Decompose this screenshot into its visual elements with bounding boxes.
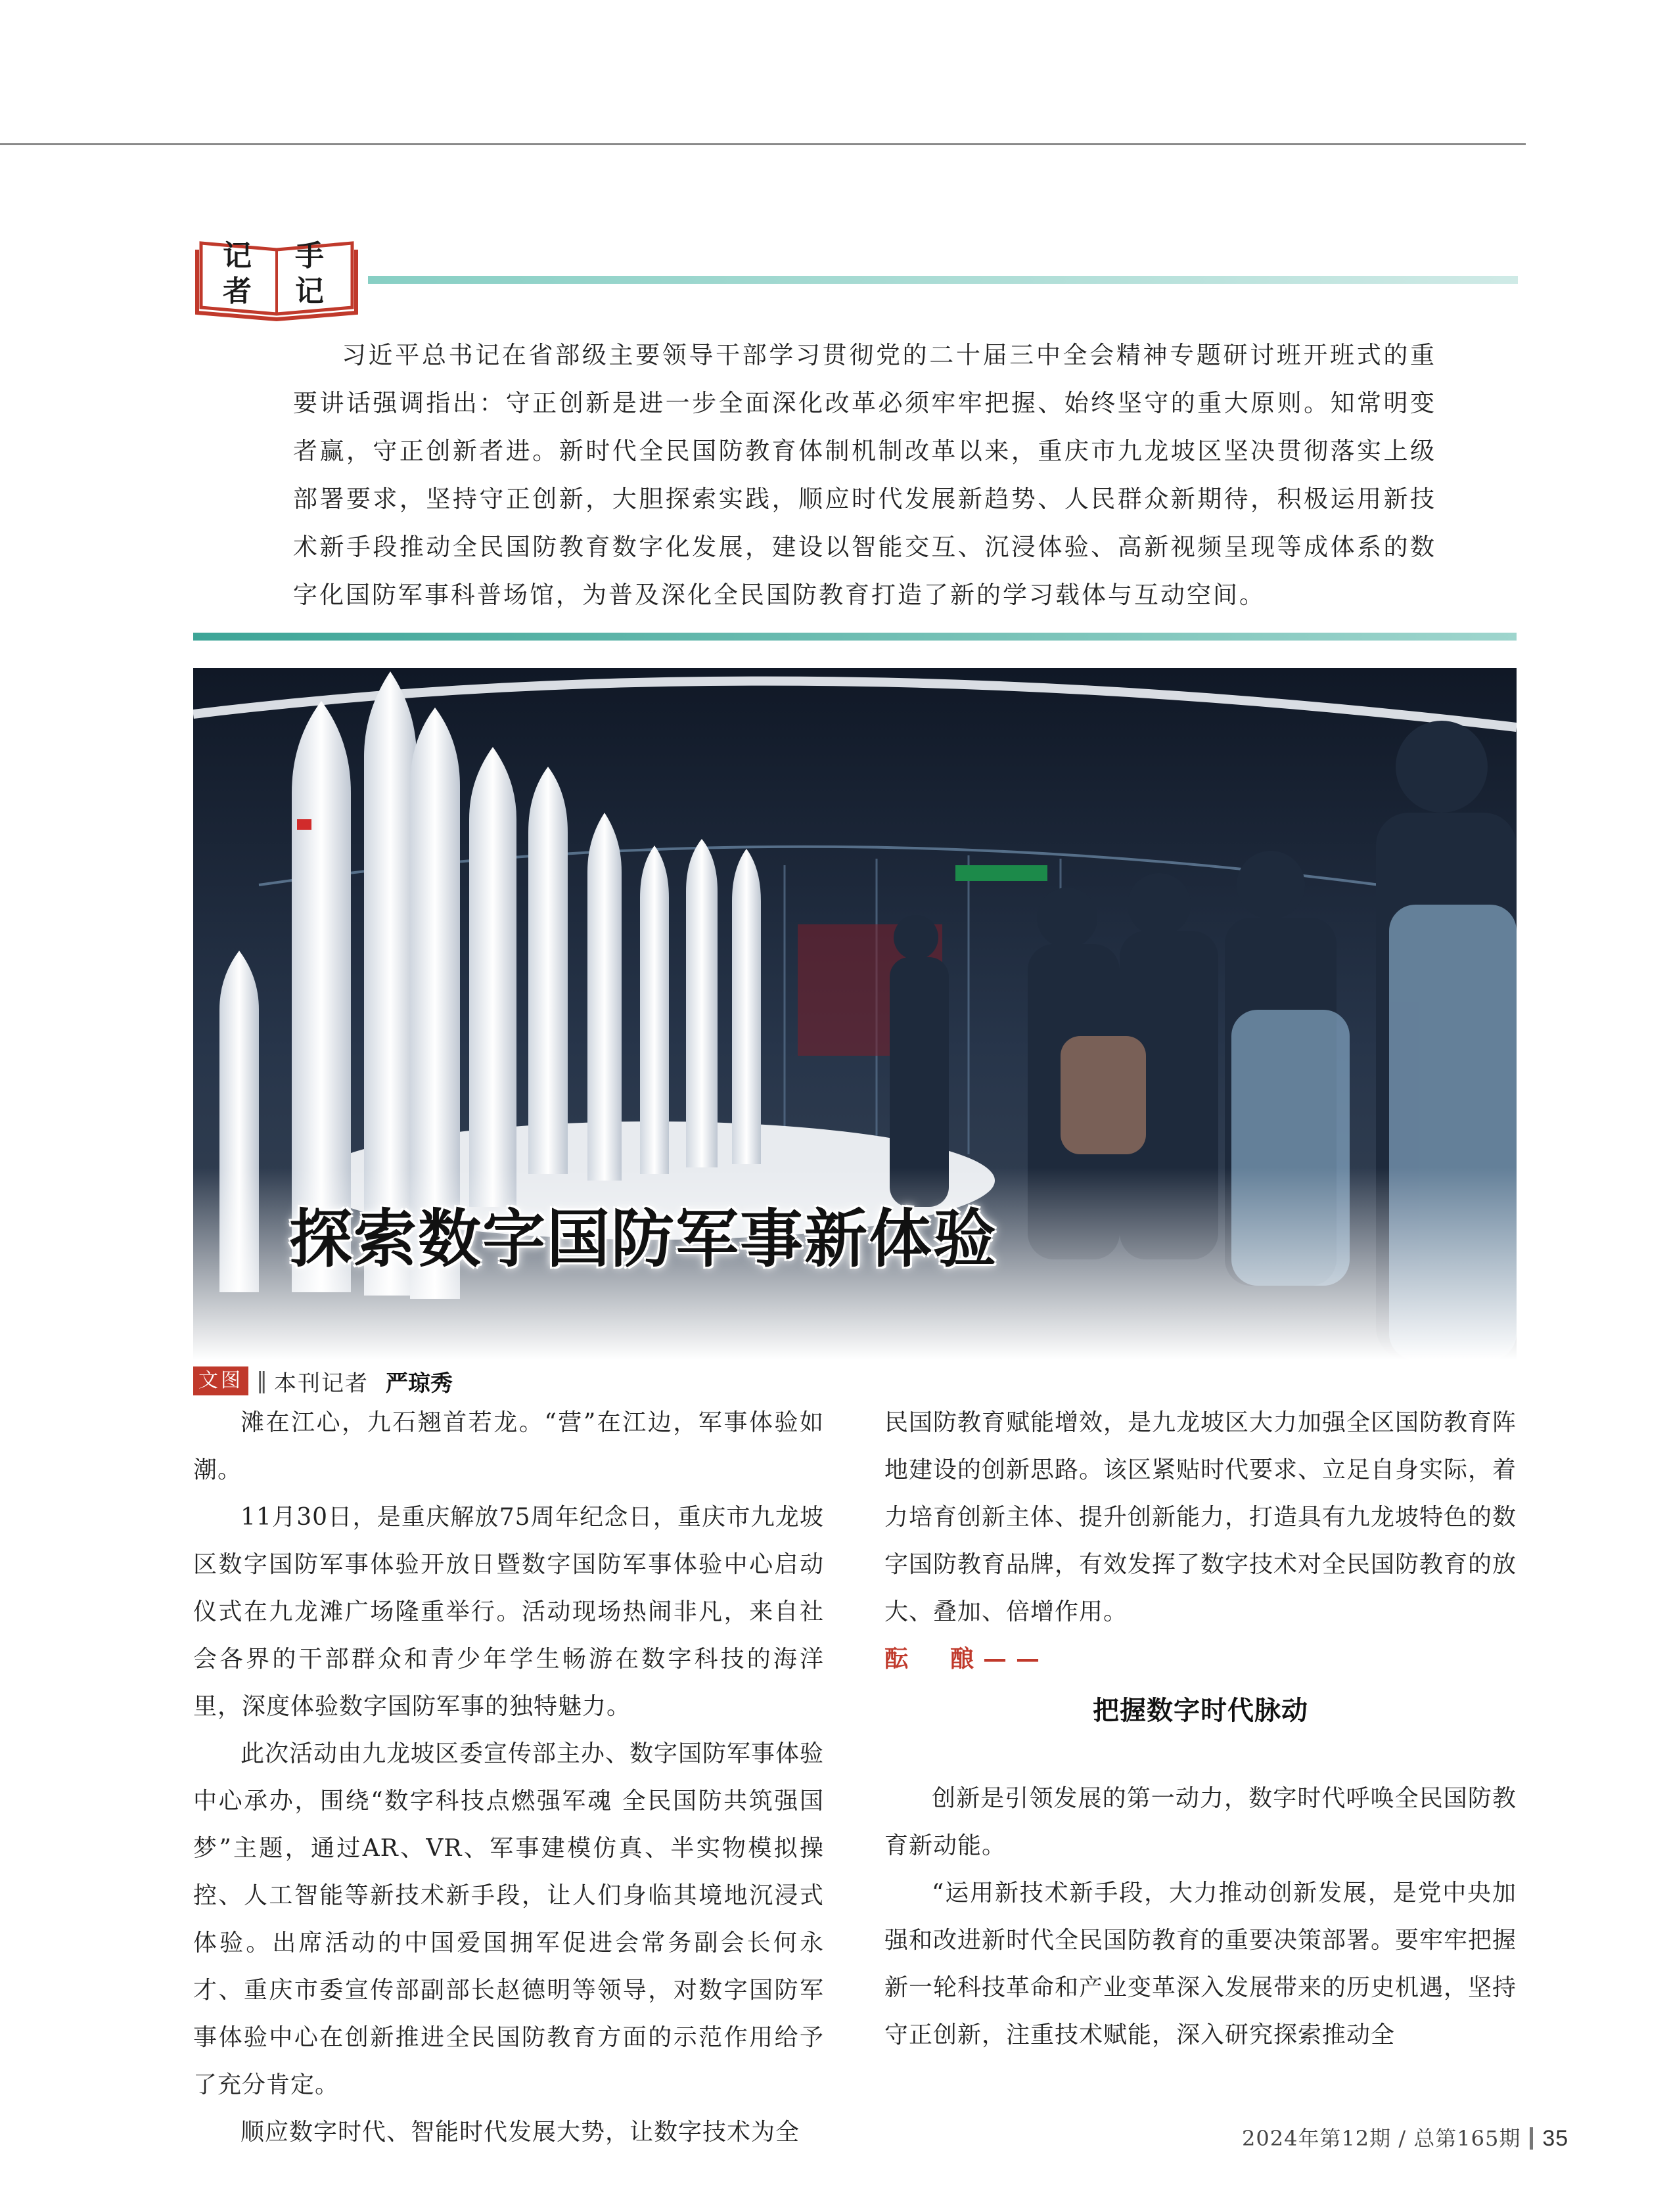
section-title: 把握数字时代脉动 [1093, 1696, 1308, 1726]
paragraph: 11月30日，是重庆解放75周年纪念日，重庆市九龙坡区数字国防军事体验开放日暨数字国防军事体验中心启动仪式在九龙滩广场隆重举行。活动现场热闹非凡，来自社会各界的干部群众和青少年学生畅游在数字科技的海洋里，深度体验数字国防军事的独特魅力。 [193, 1504, 824, 1720]
editor-note: 习近平总书记在省部级主要领导干部学习贯彻党的二十届三中全会精神专题研讨班开班式的重要讲话强调指出：守正创新是进一步全面深化改革必须牢牢把握、始终坚守的重大原则。知常明变者赢，守正创新者进。新时代全民国防教育体制机制改革以来，重庆市九龙坡区坚决贯彻落实上级部署要求，坚持守正创新，大胆探索实践，顺应时代发展新趋势、人民群众新期待，积极运用新技术新手段推动全民国防教育数字化发展，建设以智能交互、沉浸体验、高新视频呈现等成体系的数字化国防军事科普场馆，为普及深化全民国防教育打造了新的学习载体与互动空间。 [293, 341, 1436, 609]
footer-separator [1530, 2127, 1533, 2150]
byline [193, 1365, 453, 1397]
page-footer [1242, 2122, 1568, 2152]
badge-char-2: 手 [295, 239, 324, 273]
badge-char-1: 记 [223, 239, 252, 273]
paragraph: 此次活动由九龙坡区委宣传部主办、数字国防军事体验中心承办，围绕“数字科技点燃强军魂 全民国防共筑强国梦”主题，通过AR、VR、军事建模仿真、半实物模拟操控、人工智能等新技术新手段，让人们身临其境地沉浸式体验。出席活动的中国爱国拥军促进会常务副会长何永才、重庆市委宣传部副部长赵德明等领导，对数字国防军事体验中心在创新推进全民国防教育方面的示范作用给予了充分肯定。 [193, 1740, 825, 2098]
body-column-right [884, 1399, 1517, 2059]
badge-divider [368, 276, 1518, 284]
byline-author: 严琼秀 [386, 1370, 453, 1397]
paragraph: “运用新技术新手段，大力推动创新发展，是党中央加强和改进新时代全民国防教育的重要决策部署。要牢牢把握新一轮科技革命和产业变革深入发展带来的历史机遇，坚持守正创新，注重技术赋能，深入研究探索推动全 [884, 1880, 1517, 2048]
issue-info: 2024年第12期 / 总第165期 [1242, 2126, 1521, 2151]
byline-role: 本刊记者 [274, 1370, 369, 1397]
paragraph: 滩在江心，九石翘首若龙。“营”在江边，军事体验如潮。 [193, 1409, 824, 1483]
section-tag: 酝 酿—— [884, 1646, 1049, 1673]
badge-char-3: 者 [223, 275, 252, 308]
feature-photo [193, 668, 1517, 1360]
badge-char-4: 记 [295, 275, 324, 308]
byline-tag: 文图 [193, 1366, 248, 1395]
paragraph: 创新是引领发展的第一动力，数字时代呼唤全民国防教育新动能。 [884, 1785, 1517, 1859]
page-number: 35 [1542, 2126, 1569, 2151]
paragraph: 顺应数字时代、智能时代发展大势，让数字技术为全 [240, 2119, 800, 2146]
article-headline: 探索数字国防军事新体验 [289, 1202, 997, 1276]
top-rule [0, 143, 1526, 145]
book-icon [194, 230, 359, 323]
column-badge [194, 230, 359, 323]
body-column-left [193, 1399, 824, 2156]
byline-separator: ‖ [256, 1368, 267, 1394]
paragraph: 民国防教育赋能增效，是九龙坡区大力加强全区国防教育阵地建设的创新思路。该区紧贴时代要求、立足自身实际，着力培育创新主体、提升创新能力，打造具有九龙坡特色的数字国防教育品牌，有效发挥了数字技术对全民国防教育的放大、叠加、倍增作用。 [884, 1409, 1517, 1625]
section-divider [193, 633, 1517, 641]
